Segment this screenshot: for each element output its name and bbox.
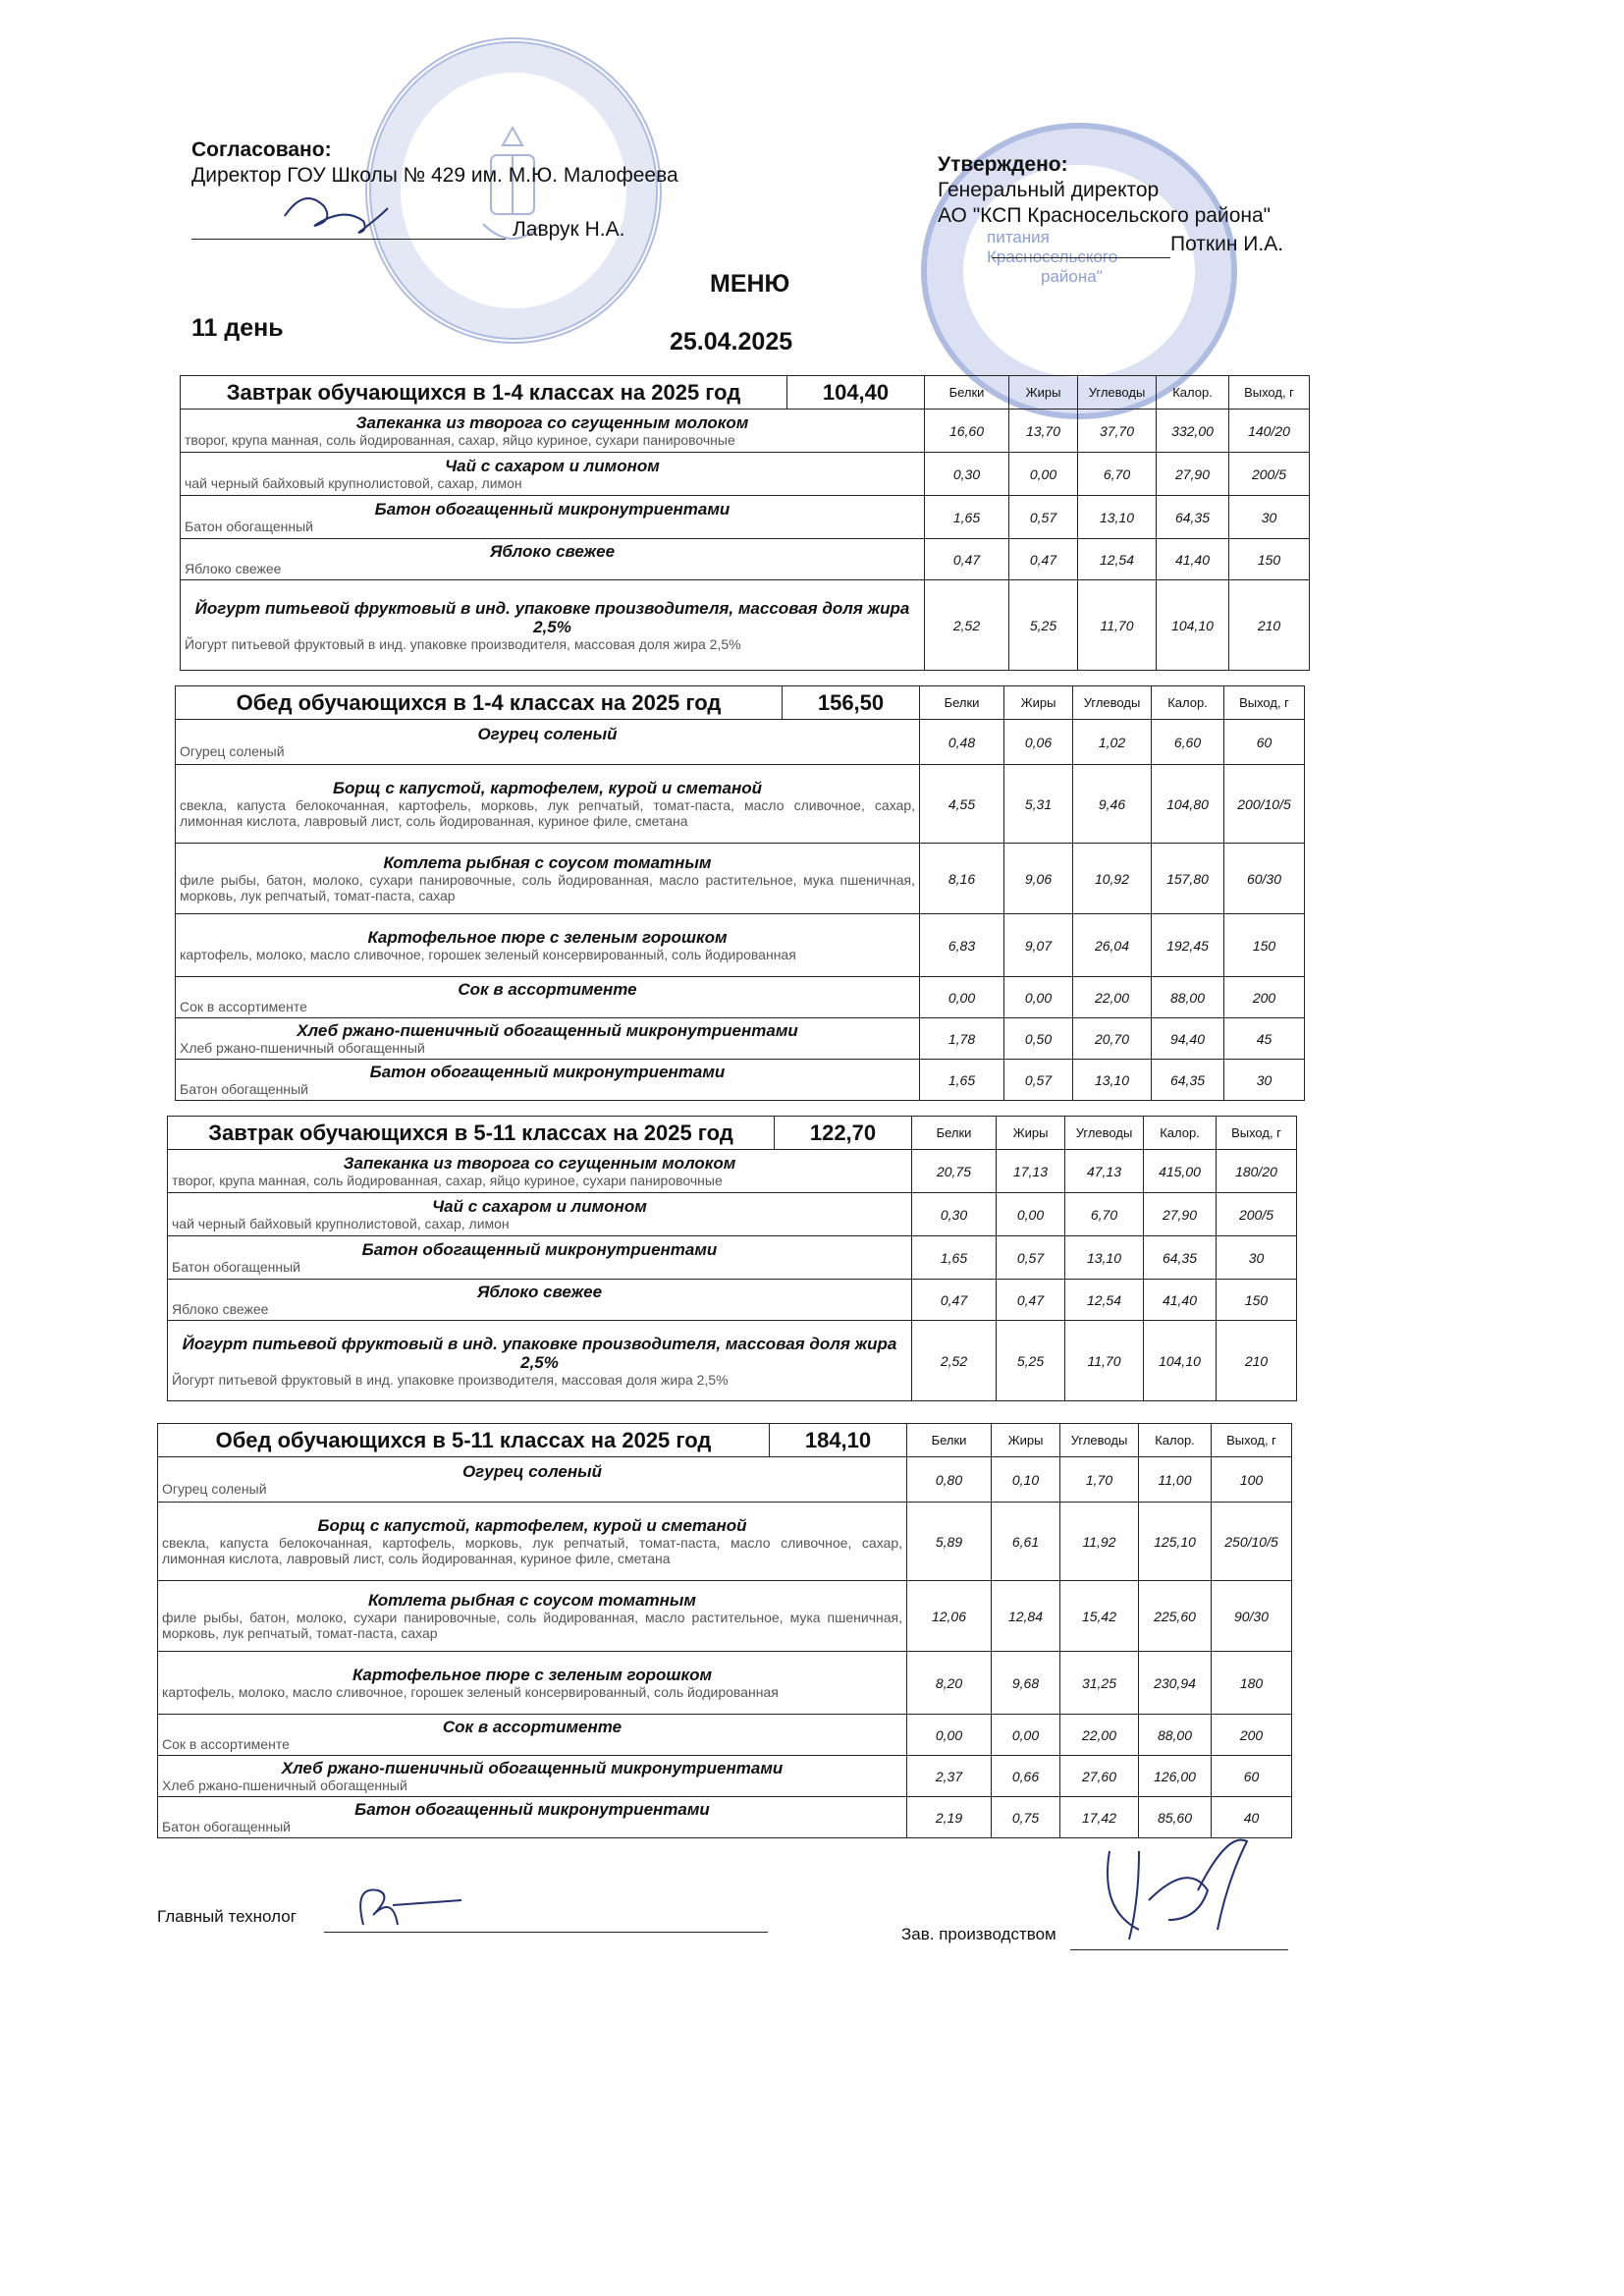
dish-composition: творог, крупа манная, соль йодированная, сахар, яйцо куриное, сухари панировочные bbox=[185, 432, 735, 448]
approved-right-name: Поткин И.А. bbox=[1170, 233, 1284, 255]
dish-cell bbox=[168, 1321, 912, 1401]
nutrient-b: 16,60 bbox=[925, 410, 1009, 453]
nutrient-b: 0,00 bbox=[920, 977, 1004, 1018]
dish-cell bbox=[158, 1503, 907, 1581]
dish-row bbox=[168, 1321, 1297, 1401]
nutrient-o: 100 bbox=[1212, 1457, 1292, 1503]
nutrient-f: 9,06 bbox=[1004, 844, 1073, 914]
dish-composition: Йогурт питьевой фруктовый в инд. упаковке производителя, массовая доля жира 2,5% bbox=[172, 1371, 729, 1388]
nutrient-o: 210 bbox=[1217, 1321, 1297, 1401]
column-header-k: Калор. bbox=[1144, 1117, 1217, 1150]
nutrient-k: 41,40 bbox=[1157, 539, 1229, 580]
dish-cell bbox=[176, 977, 920, 1018]
dish-row bbox=[158, 1756, 1292, 1797]
dish-composition: свекла, капуста белокочанная, картофель, морковь, лук репчатый, томат-паста, масло сливочное, сахар, лимонная кислота, лавровый лист, соль йодированная, куриное филе, сметана bbox=[180, 797, 915, 829]
dish-name: Запеканка из творога со сгущенным молоком bbox=[343, 1154, 736, 1173]
column-header-o: Выход, г bbox=[1229, 376, 1310, 410]
nutrient-b: 5,89 bbox=[907, 1503, 992, 1581]
nutrient-k: 230,94 bbox=[1139, 1652, 1212, 1715]
nutrient-b: 0,47 bbox=[925, 539, 1009, 580]
approved-left-name: Лаврук Н.А. bbox=[513, 218, 625, 241]
dish-cell bbox=[168, 1280, 912, 1321]
column-header-c: Углеводы bbox=[1078, 376, 1157, 410]
nutrient-c: 15,42 bbox=[1060, 1581, 1139, 1652]
nutrient-f: 0,06 bbox=[1004, 720, 1073, 765]
nutrient-f: 0,47 bbox=[997, 1280, 1065, 1321]
nutrient-b: 0,47 bbox=[912, 1280, 997, 1321]
section-price: 122,70 bbox=[775, 1117, 912, 1150]
dish-composition: Йогурт питьевой фруктовый в инд. упаковке производителя, массовая доля жира 2,5% bbox=[185, 635, 741, 652]
column-header-f: Жиры bbox=[1009, 376, 1078, 410]
nutrient-f: 0,66 bbox=[992, 1756, 1060, 1797]
nutrient-o: 140/20 bbox=[1229, 410, 1310, 453]
dish-name: Йогурт питьевой фруктовый в инд. упаковке производителя, массовая доля жира 2,5% bbox=[182, 1334, 897, 1372]
dish-row bbox=[181, 496, 1310, 539]
section-price: 104,40 bbox=[787, 376, 925, 410]
column-header-k: Калор. bbox=[1152, 686, 1224, 720]
company-stamp-text: питания bbox=[987, 228, 1050, 246]
dish-composition: филе рыбы, батон, молоко, сухари панировочные, соль йодированная, масло растительное, мука пшеничная, морковь, лук репчатый, томат-паста, сахар bbox=[180, 872, 915, 903]
nutrient-f: 0,75 bbox=[992, 1797, 1060, 1838]
production-head-signature bbox=[1090, 1831, 1286, 1949]
nutrient-k: 11,00 bbox=[1139, 1457, 1212, 1503]
nutrient-c: 1,02 bbox=[1073, 720, 1152, 765]
nutrient-c: 22,00 bbox=[1073, 977, 1152, 1018]
approved-right-line1: Генеральный директор bbox=[938, 179, 1160, 201]
dish-row bbox=[158, 1715, 1292, 1756]
dish-row bbox=[168, 1236, 1297, 1280]
dish-name: Яблоко свежее bbox=[489, 542, 616, 561]
dish-composition: Огурец соленый bbox=[180, 743, 285, 759]
dish-name: Огурец соленый bbox=[477, 725, 618, 743]
production-head-label: Зав. производством bbox=[901, 1925, 1056, 1943]
column-header-k: Калор. bbox=[1139, 1424, 1212, 1457]
menu-date: 25.04.2025 bbox=[670, 328, 793, 355]
nutrient-c: 12,54 bbox=[1065, 1280, 1144, 1321]
dish-row bbox=[181, 410, 1310, 453]
approved-left-title: Согласовано: bbox=[191, 138, 332, 161]
approved-right-title: Утверждено: bbox=[938, 153, 1068, 176]
dish-composition: чай черный байховый крупнолистовой, сахар, лимон bbox=[172, 1216, 510, 1231]
dish-composition: Огурец соленый bbox=[162, 1481, 267, 1497]
dish-composition: творог, крупа манная, соль йодированная, сахар, яйцо куриное, сухари панировочные bbox=[172, 1173, 723, 1188]
section-header-row bbox=[176, 686, 1305, 720]
dish-row bbox=[176, 1018, 1305, 1060]
dish-composition: Батон обогащенный bbox=[162, 1819, 291, 1834]
dish-composition: картофель, молоко, масло сливочное, горошек зеленый консервированный, соль йодированная bbox=[180, 947, 796, 962]
dish-row bbox=[168, 1150, 1297, 1193]
dish-row bbox=[181, 539, 1310, 580]
nutrient-b: 0,48 bbox=[920, 720, 1004, 765]
nutrient-c: 10,92 bbox=[1073, 844, 1152, 914]
dish-row bbox=[176, 1060, 1305, 1101]
nutrient-o: 200/10/5 bbox=[1224, 765, 1305, 844]
nutrient-c: 20,70 bbox=[1073, 1018, 1152, 1060]
lunch-1-4-table bbox=[175, 685, 1305, 1101]
column-header-c: Углеводы bbox=[1065, 1117, 1144, 1150]
nutrient-f: 17,13 bbox=[997, 1150, 1065, 1193]
nutrient-b: 6,83 bbox=[920, 914, 1004, 977]
nutrient-f: 12,84 bbox=[992, 1581, 1060, 1652]
nutrient-o: 150 bbox=[1229, 539, 1310, 580]
column-header-o: Выход, г bbox=[1217, 1117, 1297, 1150]
nutrient-k: 88,00 bbox=[1152, 977, 1224, 1018]
dish-composition: Батон обогащенный bbox=[180, 1081, 308, 1097]
nutrient-c: 12,54 bbox=[1078, 539, 1157, 580]
dish-cell bbox=[168, 1236, 912, 1280]
nutrient-k: 6,60 bbox=[1152, 720, 1224, 765]
nutrient-f: 0,10 bbox=[992, 1457, 1060, 1503]
nutrient-c: 1,70 bbox=[1060, 1457, 1139, 1503]
dish-composition: Батон обогащенный bbox=[172, 1259, 300, 1275]
nutrient-c: 9,46 bbox=[1073, 765, 1152, 844]
breakfast-1-4-table bbox=[180, 375, 1310, 671]
section-header-row bbox=[168, 1117, 1297, 1150]
dish-name: Чай с сахаром и лимоном bbox=[432, 1197, 647, 1216]
nutrient-o: 60 bbox=[1224, 720, 1305, 765]
nutrient-o: 180 bbox=[1212, 1652, 1292, 1715]
nutrient-f: 0,50 bbox=[1004, 1018, 1073, 1060]
dish-name: Борщ с капустой, картофелем, курой и сметаной bbox=[317, 1516, 747, 1535]
dish-name: Сок в ассортименте bbox=[442, 1718, 623, 1736]
dish-cell bbox=[176, 1060, 920, 1101]
dish-cell bbox=[158, 1797, 907, 1838]
nutrient-k: 27,90 bbox=[1157, 453, 1229, 496]
column-header-c: Углеводы bbox=[1060, 1424, 1139, 1457]
dish-row bbox=[181, 580, 1310, 671]
dish-name: Картофельное пюре с зеленым горошком bbox=[367, 928, 728, 947]
dish-name: Чай с сахаром и лимоном bbox=[445, 457, 660, 475]
dish-composition: Батон обогащенный bbox=[185, 519, 313, 534]
dish-row bbox=[168, 1193, 1297, 1236]
dish-name: Огурец соленый bbox=[461, 1462, 603, 1481]
nutrient-c: 13,10 bbox=[1065, 1236, 1144, 1280]
nutrient-k: 225,60 bbox=[1139, 1581, 1212, 1652]
dish-cell bbox=[158, 1652, 907, 1715]
dish-cell bbox=[176, 765, 920, 844]
nutrient-o: 150 bbox=[1217, 1280, 1297, 1321]
nutrient-o: 200/5 bbox=[1229, 453, 1310, 496]
dish-composition: свекла, капуста белокочанная, картофель, морковь, лук репчатый, томат-паста, масло сливочное, сахар, лимонная кислота, лавровый лист, соль йодированная, куриное филе, сметана bbox=[162, 1535, 902, 1566]
dish-cell bbox=[176, 914, 920, 977]
dish-composition: Хлеб ржано-пшеничный обогащенный bbox=[162, 1777, 407, 1793]
section-title: Обед обучающихся в 5-11 классах на 2025 год bbox=[158, 1424, 770, 1457]
nutrient-f: 0,57 bbox=[997, 1236, 1065, 1280]
dish-row bbox=[176, 914, 1305, 977]
nutrient-k: 332,00 bbox=[1157, 410, 1229, 453]
nutrient-b: 8,20 bbox=[907, 1652, 992, 1715]
nutrient-b: 2,19 bbox=[907, 1797, 992, 1838]
nutrient-o: 60/30 bbox=[1224, 844, 1305, 914]
nutrient-b: 12,06 bbox=[907, 1581, 992, 1652]
dish-name: Котлета рыбная с соусом томатным bbox=[367, 1591, 697, 1610]
section-price: 156,50 bbox=[783, 686, 920, 720]
nutrient-c: 11,92 bbox=[1060, 1503, 1139, 1581]
column-header-b: Белки bbox=[925, 376, 1009, 410]
breakfast-5-11-table bbox=[167, 1116, 1297, 1401]
nutrient-f: 13,70 bbox=[1009, 410, 1078, 453]
dish-name: Хлеб ржано-пшеничный обогащенный микронутриентами bbox=[281, 1759, 784, 1777]
column-header-f: Жиры bbox=[992, 1424, 1060, 1457]
nutrient-c: 17,42 bbox=[1060, 1797, 1139, 1838]
nutrient-k: 104,80 bbox=[1152, 765, 1224, 844]
nutrient-f: 0,00 bbox=[992, 1715, 1060, 1756]
nutrient-c: 6,70 bbox=[1065, 1193, 1144, 1236]
dish-name: Яблоко свежее bbox=[476, 1283, 603, 1301]
column-header-o: Выход, г bbox=[1224, 686, 1305, 720]
nutrient-k: 415,00 bbox=[1144, 1150, 1217, 1193]
dish-name: Картофельное пюре с зеленым горошком bbox=[352, 1666, 713, 1684]
nutrient-c: 11,70 bbox=[1065, 1321, 1144, 1401]
company-stamp-text-2: Красносельского bbox=[987, 247, 1118, 266]
nutrient-k: 192,45 bbox=[1152, 914, 1224, 977]
nutrient-o: 30 bbox=[1229, 496, 1310, 539]
nutrient-k: 104,10 bbox=[1157, 580, 1229, 671]
dish-composition: Сок в ассортименте bbox=[162, 1736, 290, 1752]
nutrient-c: 11,70 bbox=[1078, 580, 1157, 671]
nutrient-b: 1,65 bbox=[920, 1060, 1004, 1101]
column-header-o: Выход, г bbox=[1212, 1424, 1292, 1457]
dish-cell bbox=[168, 1193, 912, 1236]
nutrient-k: 125,10 bbox=[1139, 1503, 1212, 1581]
approved-right-line2: АО "КСП Красносельского района" bbox=[938, 204, 1272, 227]
nutrient-b: 1,65 bbox=[925, 496, 1009, 539]
nutrient-b: 2,52 bbox=[925, 580, 1009, 671]
nutrient-k: 85,60 bbox=[1139, 1797, 1212, 1838]
menu-title: МЕНЮ bbox=[710, 270, 790, 298]
dish-row bbox=[168, 1280, 1297, 1321]
column-header-b: Белки bbox=[912, 1117, 997, 1150]
dish-name: Йогурт питьевой фруктовый в инд. упаковке производителя, массовая доля жира 2,5% bbox=[194, 598, 910, 636]
nutrient-c: 37,70 bbox=[1078, 410, 1157, 453]
column-header-f: Жиры bbox=[997, 1117, 1065, 1150]
dish-composition: Сок в ассортименте bbox=[180, 999, 307, 1014]
right-signature-line bbox=[992, 257, 1170, 258]
dish-composition: картофель, молоко, масло сливочное, горошек зеленый консервированный, соль йодированная bbox=[162, 1684, 779, 1700]
nutrient-b: 0,30 bbox=[925, 453, 1009, 496]
school-stamp-emblem bbox=[365, 37, 660, 342]
dish-composition: чай черный байховый крупнолистовой, сахар, лимон bbox=[185, 475, 522, 491]
dish-row bbox=[181, 453, 1310, 496]
nutrient-f: 5,25 bbox=[997, 1321, 1065, 1401]
nutrient-c: 22,00 bbox=[1060, 1715, 1139, 1756]
dish-name: Батон обогащенный микронутриентами bbox=[361, 1240, 718, 1259]
nutrient-o: 40 bbox=[1212, 1797, 1292, 1838]
nutrient-f: 5,25 bbox=[1009, 580, 1078, 671]
nutrient-k: 64,35 bbox=[1157, 496, 1229, 539]
nutrient-b: 2,37 bbox=[907, 1756, 992, 1797]
chief-technologist-signature bbox=[324, 1871, 471, 1940]
dish-cell bbox=[181, 539, 925, 580]
nutrient-o: 210 bbox=[1229, 580, 1310, 671]
dish-row bbox=[176, 977, 1305, 1018]
nutrient-c: 31,25 bbox=[1060, 1652, 1139, 1715]
nutrient-o: 200 bbox=[1224, 977, 1305, 1018]
dish-cell bbox=[158, 1457, 907, 1503]
column-header-f: Жиры bbox=[1004, 686, 1073, 720]
dish-name: Запеканка из творога со сгущенным молоком bbox=[355, 413, 749, 432]
nutrient-b: 1,78 bbox=[920, 1018, 1004, 1060]
nutrient-f: 0,00 bbox=[1009, 453, 1078, 496]
nutrient-k: 126,00 bbox=[1139, 1756, 1212, 1797]
nutrient-f: 0,47 bbox=[1009, 539, 1078, 580]
dish-row bbox=[158, 1581, 1292, 1652]
nutrient-k: 27,90 bbox=[1144, 1193, 1217, 1236]
dish-row bbox=[158, 1652, 1292, 1715]
nutrient-c: 13,10 bbox=[1073, 1060, 1152, 1101]
dish-cell bbox=[158, 1715, 907, 1756]
dish-name: Батон обогащенный микронутриентами bbox=[369, 1063, 726, 1081]
nutrient-c: 6,70 bbox=[1078, 453, 1157, 496]
nutrient-k: 64,35 bbox=[1144, 1236, 1217, 1280]
dish-cell bbox=[176, 844, 920, 914]
nutrient-b: 0,00 bbox=[907, 1715, 992, 1756]
dish-name: Батон обогащенный микронутриентами bbox=[374, 500, 731, 519]
nutrient-f: 0,57 bbox=[1009, 496, 1078, 539]
section-price: 184,10 bbox=[770, 1424, 907, 1457]
dish-cell bbox=[181, 453, 925, 496]
dish-row bbox=[158, 1503, 1292, 1581]
nutrient-o: 180/20 bbox=[1217, 1150, 1297, 1193]
nutrient-b: 4,55 bbox=[920, 765, 1004, 844]
column-header-b: Белки bbox=[907, 1424, 992, 1457]
nutrient-f: 9,68 bbox=[992, 1652, 1060, 1715]
nutrient-b: 0,80 bbox=[907, 1457, 992, 1503]
nutrient-o: 60 bbox=[1212, 1756, 1292, 1797]
dish-cell bbox=[181, 410, 925, 453]
dish-cell bbox=[176, 1018, 920, 1060]
column-header-c: Углеводы bbox=[1073, 686, 1152, 720]
dish-composition: Яблоко свежее bbox=[172, 1301, 269, 1317]
nutrient-b: 20,75 bbox=[912, 1150, 997, 1193]
column-header-b: Белки bbox=[920, 686, 1004, 720]
nutrient-f: 6,61 bbox=[992, 1503, 1060, 1581]
left-signature bbox=[275, 177, 393, 246]
dish-name: Батон обогащенный микронутриентами bbox=[354, 1800, 710, 1819]
dish-row bbox=[176, 765, 1305, 844]
nutrient-o: 150 bbox=[1224, 914, 1305, 977]
nutrient-k: 88,00 bbox=[1139, 1715, 1212, 1756]
day-label: 11 день bbox=[191, 314, 284, 342]
section-header-row bbox=[181, 376, 1310, 410]
nutrient-b: 2,52 bbox=[912, 1321, 997, 1401]
production-head-line bbox=[1070, 1949, 1288, 1950]
nutrient-o: 250/10/5 bbox=[1212, 1503, 1292, 1581]
nutrient-o: 90/30 bbox=[1212, 1581, 1292, 1652]
nutrient-c: 13,10 bbox=[1078, 496, 1157, 539]
approved-left-line: Директор ГОУ Школы № 429 им. М.Ю. Малофеева bbox=[191, 164, 678, 187]
nutrient-f: 5,31 bbox=[1004, 765, 1073, 844]
dish-cell bbox=[181, 580, 925, 671]
section-title: Завтрак обучающихся в 5-11 классах на 2025 год bbox=[168, 1117, 775, 1150]
nutrient-o: 45 bbox=[1224, 1018, 1305, 1060]
dish-name: Котлета рыбная с соусом томатным bbox=[383, 853, 712, 872]
nutrient-k: 94,40 bbox=[1152, 1018, 1224, 1060]
nutrient-f: 0,57 bbox=[1004, 1060, 1073, 1101]
dish-composition: Яблоко свежее bbox=[185, 561, 282, 576]
column-header-k: Калор. bbox=[1157, 376, 1229, 410]
nutrient-k: 64,35 bbox=[1152, 1060, 1224, 1101]
nutrient-k: 157,80 bbox=[1152, 844, 1224, 914]
nutrient-b: 8,16 bbox=[920, 844, 1004, 914]
nutrient-k: 41,40 bbox=[1144, 1280, 1217, 1321]
nutrient-b: 1,65 bbox=[912, 1236, 997, 1280]
nutrient-b: 0,30 bbox=[912, 1193, 997, 1236]
dish-row bbox=[158, 1457, 1292, 1503]
nutrient-o: 30 bbox=[1224, 1060, 1305, 1101]
section-title: Завтрак обучающихся в 1-4 классах на 2025 год bbox=[181, 376, 787, 410]
dish-cell bbox=[181, 496, 925, 539]
nutrient-k: 104,10 bbox=[1144, 1321, 1217, 1401]
nutrient-o: 200/5 bbox=[1217, 1193, 1297, 1236]
company-stamp-text-3: района" bbox=[1041, 267, 1103, 286]
dish-name: Сок в ассортименте bbox=[458, 980, 637, 999]
dish-row bbox=[176, 844, 1305, 914]
nutrient-o: 30 bbox=[1217, 1236, 1297, 1280]
nutrient-f: 9,07 bbox=[1004, 914, 1073, 977]
nutrient-f: 0,00 bbox=[1004, 977, 1073, 1018]
dish-row bbox=[176, 720, 1305, 765]
chief-technologist-label: Главный технолог bbox=[157, 1907, 297, 1926]
lunch-5-11-table bbox=[157, 1423, 1292, 1838]
section-header-row bbox=[158, 1424, 1292, 1457]
nutrient-c: 47,13 bbox=[1065, 1150, 1144, 1193]
dish-name: Хлеб ржано-пшеничный обогащенный микронутриентами bbox=[297, 1021, 798, 1040]
section-title: Обед обучающихся в 1-4 классах на 2025 год bbox=[176, 686, 783, 720]
nutrient-f: 0,00 bbox=[997, 1193, 1065, 1236]
nutrient-c: 27,60 bbox=[1060, 1756, 1139, 1797]
nutrient-o: 200 bbox=[1212, 1715, 1292, 1756]
dish-composition: филе рыбы, батон, молоко, сухари панировочные, соль йодированная, масло растительное, мука пшеничная, морковь, лук репчатый, томат-паста, сахар bbox=[162, 1610, 902, 1641]
dish-cell bbox=[168, 1150, 912, 1193]
dish-cell bbox=[158, 1756, 907, 1797]
dish-cell bbox=[176, 720, 920, 765]
dish-cell bbox=[158, 1581, 907, 1652]
dish-composition: Хлеб ржано-пшеничный обогащенный bbox=[180, 1040, 425, 1056]
dish-name: Борщ с капустой, картофелем, курой и сметаной bbox=[332, 779, 763, 797]
nutrient-c: 26,04 bbox=[1073, 914, 1152, 977]
